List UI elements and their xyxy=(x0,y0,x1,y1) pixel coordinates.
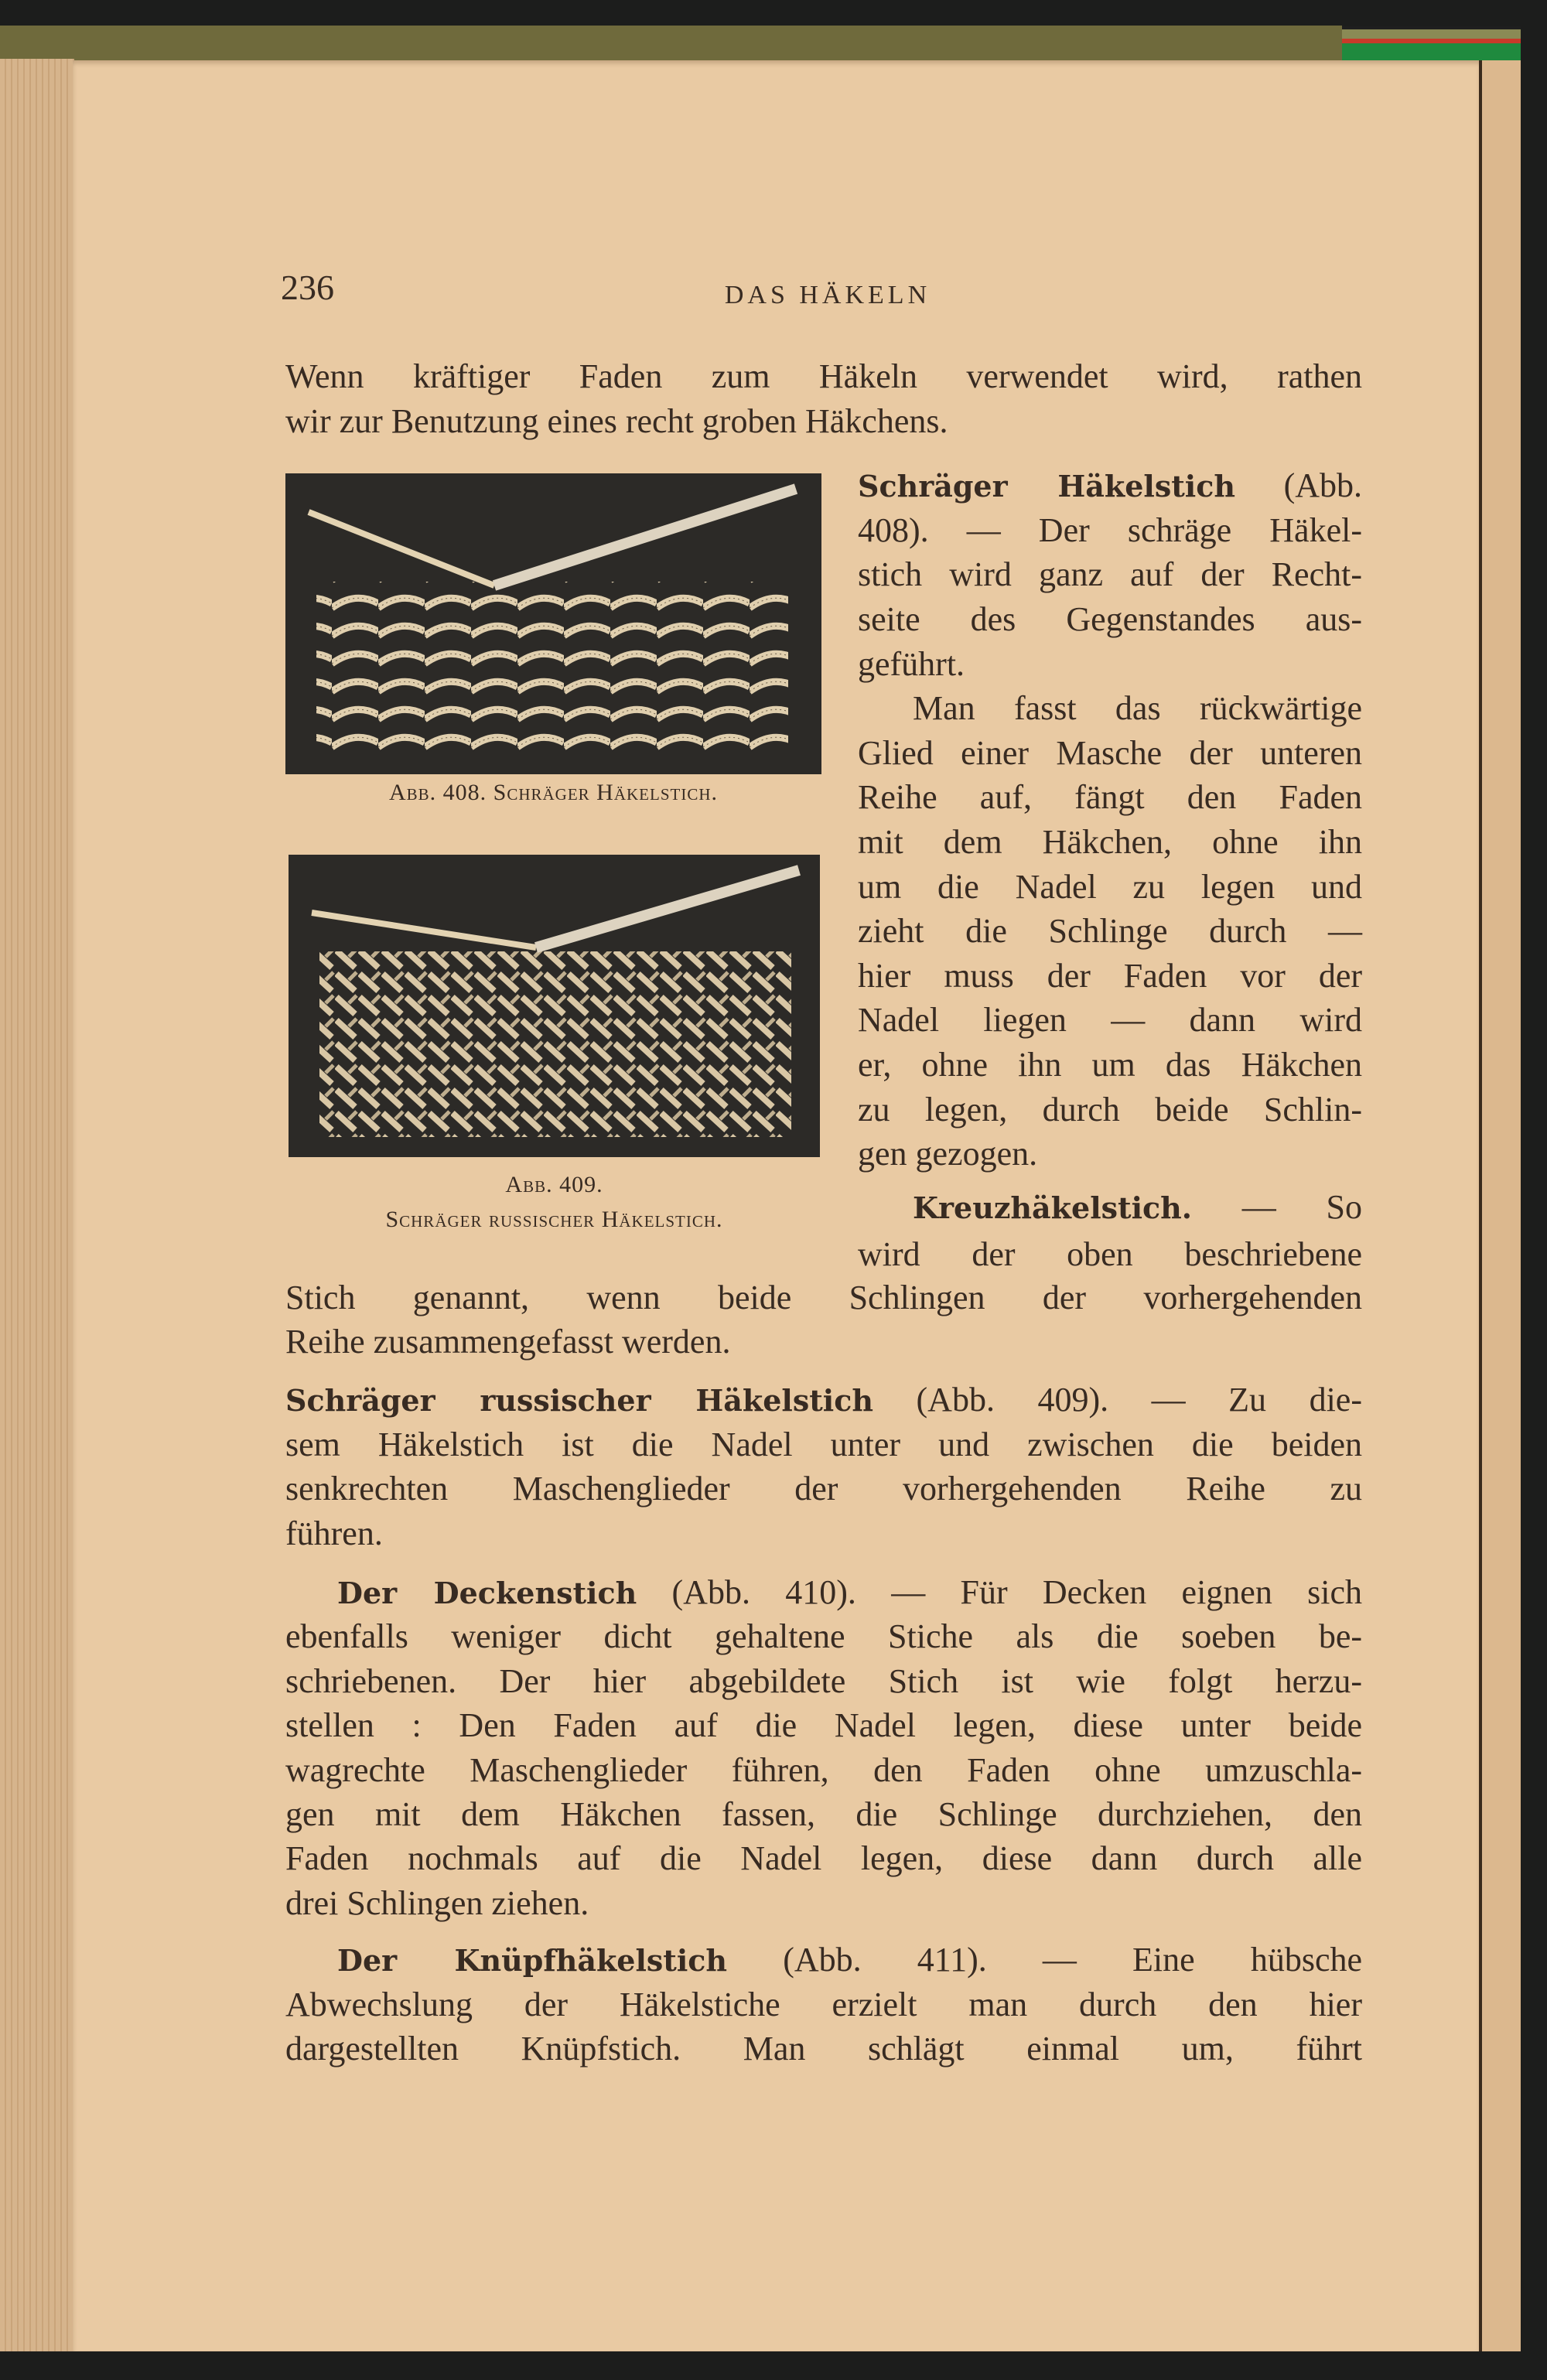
line-text: er, ohne ihn um das Häkchen xyxy=(858,1046,1362,1084)
line-text: (Abb. 409). — Zu die- xyxy=(873,1381,1362,1419)
crochet-stitch-drawing xyxy=(289,855,820,1157)
text-line xyxy=(858,1088,1362,1132)
line-text: 408). — Der schräge Häkel- xyxy=(858,511,1362,549)
line-text: gen gezogen. xyxy=(858,1135,1038,1173)
line-text: mit dem Häkchen, ohne ihn xyxy=(858,823,1362,861)
text-line xyxy=(285,1659,1362,1704)
line-text: Glied einer Masche der unteren xyxy=(858,734,1362,772)
line-text: Stich genannt, wenn beide Schlingen der vorhergehenden xyxy=(285,1279,1362,1316)
text-line xyxy=(913,686,1362,731)
text-line xyxy=(858,731,1362,776)
line-text: um die Nadel zu legen und xyxy=(858,868,1362,906)
bold-term: Kreuzhäkelstich. xyxy=(913,1190,1192,1225)
scan-background-right xyxy=(1521,0,1547,2380)
line-text: hier muss der Faden vor der xyxy=(858,957,1362,995)
crochet-stitch-drawing xyxy=(285,473,821,774)
line-text: drei Schlingen ziehen. xyxy=(285,1884,589,1922)
line-text: seite des Gegenstandes aus- xyxy=(858,600,1362,638)
line-text: Reihe auf, fängt den Faden xyxy=(858,778,1362,816)
page-number: 236 xyxy=(281,268,334,307)
text-line xyxy=(285,1614,1362,1659)
scan-background-bottom xyxy=(0,2351,1547,2380)
text-line xyxy=(858,998,1362,1043)
line-text: (Abb. 411). — Eine hübsche xyxy=(727,1941,1362,1979)
text-line xyxy=(858,508,1362,553)
figure-408-illustration xyxy=(285,473,821,774)
text-line xyxy=(285,1748,1362,1793)
line-text: Reihe zusammengefasst werden. xyxy=(285,1323,731,1361)
line-text: sem Häkelstich ist die Nadel unter und zwischen die beiden xyxy=(285,1426,1362,1463)
line-text: ebenfalls weniger dicht gehaltene Stiche als die soeben be- xyxy=(285,1617,1362,1655)
text-line xyxy=(858,597,1362,642)
bold-term: Der Knüpfhäkelstich xyxy=(337,1943,728,1978)
line-text: wir zur Benutzung eines recht groben Häkchens. xyxy=(285,402,948,440)
line-text: (Abb. xyxy=(1235,466,1362,504)
text-line xyxy=(285,1275,1362,1320)
line-text: gen mit dem Häkchen fassen, die Schlinge durchziehen, den xyxy=(285,1795,1362,1833)
running-header: DAS HÄKELN xyxy=(724,281,931,309)
text-line xyxy=(285,354,1362,399)
text-line xyxy=(285,1836,1362,1881)
line-text: schriebenen. Der hier abgebildete Stich ist wie folgt herzu- xyxy=(285,1662,1362,1700)
line-text: zu legen, durch beide Schlin- xyxy=(858,1091,1362,1129)
line-text: senkrechten Maschenglieder der vorhergehenden Reihe zu xyxy=(285,1470,1362,1508)
text-line xyxy=(285,1320,1362,1364)
text-line xyxy=(858,463,1362,508)
text-line xyxy=(285,1511,1362,1556)
text-line xyxy=(858,1132,1362,1176)
text-line xyxy=(858,552,1362,597)
text-line xyxy=(285,1467,1362,1511)
line-text: Man fasst das rückwärtige xyxy=(913,689,1362,727)
figure-409-caption-number: Abb. 409. xyxy=(505,1172,603,1197)
bold-term: Der Deckenstich xyxy=(337,1576,637,1610)
line-text: Faden nochmals auf die Nadel legen, diese dann durch alle xyxy=(285,1839,1362,1877)
line-text: dargestellten Knüpfstich. Man schlägt einmal um, führt xyxy=(285,2030,1362,2068)
text-line xyxy=(858,865,1362,910)
text-line xyxy=(337,1938,1362,1982)
text-line xyxy=(858,820,1362,865)
bookmark-ribbon xyxy=(1342,29,1547,60)
line-text: geführt. xyxy=(858,645,965,683)
text-line xyxy=(337,1570,1362,1615)
line-text: Abwechslung der Häkelstiche erzielt man durch den hier xyxy=(285,1986,1362,2023)
bold-term: Schräger russischer Häkelstich xyxy=(285,1383,873,1418)
text-line xyxy=(285,1982,1362,2027)
line-text: wird der oben beschriebene xyxy=(858,1235,1362,1273)
scan-background xyxy=(0,0,1547,26)
text-line xyxy=(285,1378,1362,1422)
text-line xyxy=(858,642,1362,687)
text-line xyxy=(285,1422,1362,1467)
text-line xyxy=(858,775,1362,820)
line-text: (Abb. 410). — Für Decken eignen sich xyxy=(637,1573,1362,1611)
text-line xyxy=(858,1232,1362,1277)
text-line xyxy=(285,1792,1362,1837)
figure-409-caption-title: Schräger russischer Häkelstich. xyxy=(385,1207,723,1232)
line-text: stellen : Den Faden auf die Nadel legen, diese unter beide xyxy=(285,1706,1362,1744)
figure-409-illustration xyxy=(289,855,820,1157)
book-cover-edge xyxy=(0,26,1342,61)
text-line xyxy=(913,1185,1362,1230)
text-line xyxy=(285,1703,1362,1748)
bold-term: Schräger Häkelstich xyxy=(858,469,1236,504)
text-line xyxy=(285,1881,1362,1926)
text-line xyxy=(285,399,1362,444)
text-line xyxy=(858,954,1362,999)
line-text: — So xyxy=(1192,1188,1362,1226)
figure-408-caption: Abb. 408. Schräger Häkelstich. xyxy=(388,780,719,805)
line-text: wagrechte Maschenglieder führen, den Faden ohne umzuschla- xyxy=(285,1751,1362,1789)
line-text: führen. xyxy=(285,1514,383,1552)
line-text: Wenn kräftiger Faden zum Häkeln verwendet wird, rathen xyxy=(285,357,1362,395)
line-text: zieht die Schlinge durch — xyxy=(858,912,1362,950)
line-text: Nadel liegen — dann wird xyxy=(858,1001,1362,1039)
line-text: stich wird ganz auf der Recht- xyxy=(858,555,1362,593)
text-line xyxy=(285,2027,1362,2071)
text-line xyxy=(858,1043,1362,1088)
text-line xyxy=(858,909,1362,954)
facing-page-edge xyxy=(1482,60,1521,2351)
page-stack-edge xyxy=(0,59,74,2351)
